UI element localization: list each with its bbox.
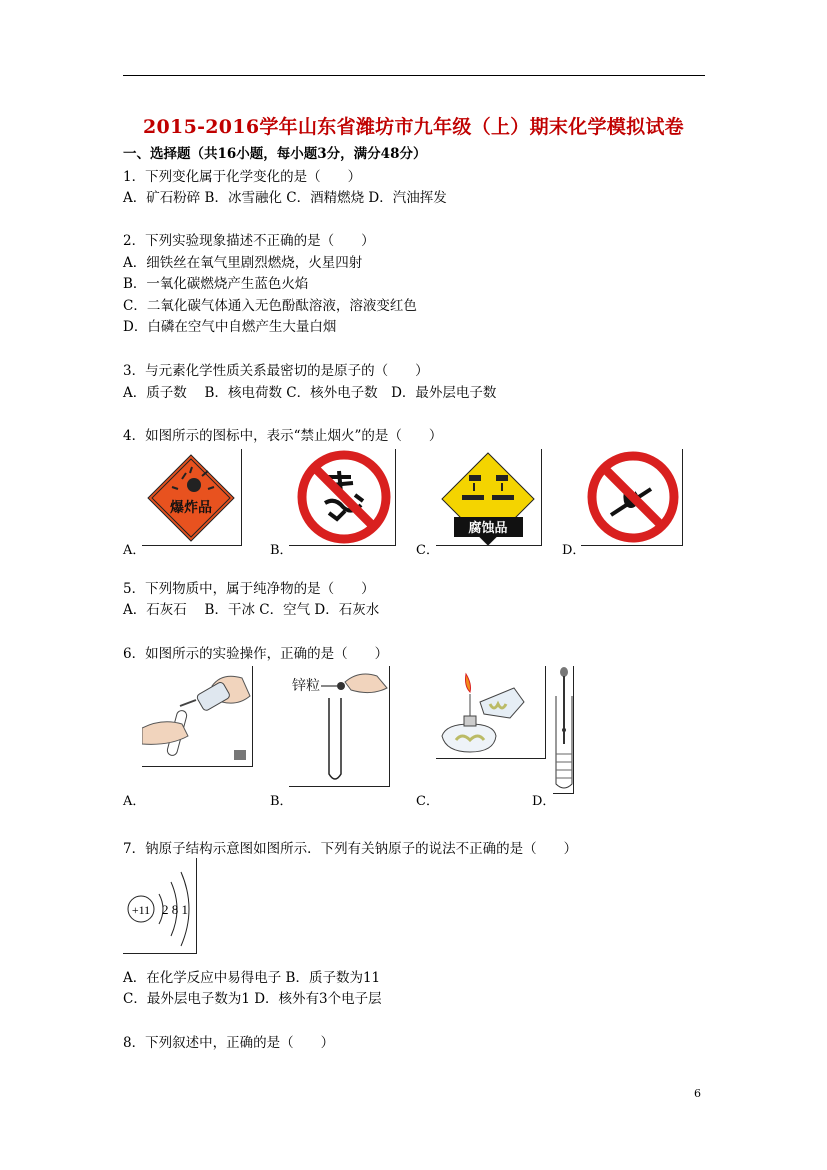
- sodium-atom-diagram: [123, 858, 197, 954]
- pouring-liquid-figure: [142, 666, 253, 767]
- q2-option-b: B．一氧化碳燃烧产生蓝色火焰: [123, 276, 309, 292]
- zinc-granule-figure: [289, 666, 390, 787]
- q5-options: A．石灰石 B．干冰 C．空气 D．石灰水: [123, 602, 380, 618]
- page-number: 6: [694, 1087, 701, 1100]
- q4-label-a: A．: [123, 543, 146, 558]
- q7-options-2: C．最外层电子数为1 D．核外有3个电子层: [123, 991, 382, 1007]
- q6-label-a: A．: [123, 794, 146, 809]
- q6-label-c: C．: [416, 794, 439, 809]
- q4-label-d: D．: [562, 543, 586, 558]
- header-rule: [123, 75, 705, 76]
- q4-label-c: C．: [416, 543, 439, 558]
- page-title: 2015-2016学年山东省潍坊市九年级（上）期末化学模拟试卷: [143, 116, 684, 138]
- q2-option-c: C．二氧化碳气体通入无色酚酞溶液，溶液变红色: [123, 298, 417, 314]
- electron-shells: 2 8 1: [162, 902, 188, 917]
- explosive-label: 爆炸品: [170, 500, 212, 516]
- q2-stem: 2．下列实验现象描述不正确的是（ ）: [123, 233, 375, 249]
- q2-option-d: D．白磷在空气中自燃产生大量白烟: [123, 319, 337, 335]
- q3-stem: 3．与元素化学性质关系最密切的是原子的（ ）: [123, 363, 429, 379]
- q4-label-b: B．: [270, 543, 293, 558]
- q6-stem: 6．如图所示的实验操作，正确的是（ ）: [123, 646, 389, 662]
- zinc-granule-label: 锌粒: [292, 678, 320, 694]
- q8-stem: 8．下列叙述中，正确的是（ ）: [123, 1035, 335, 1051]
- q6-label-d: D．: [532, 794, 556, 809]
- dropper-figure: [553, 666, 574, 794]
- prohibition-sign-b: [289, 449, 396, 546]
- corrosive-label: 腐蚀品: [468, 521, 508, 536]
- corrosive-sign: [436, 449, 542, 546]
- q7-options-1: A．在化学反应中易得电子 B．质子数为11: [123, 970, 381, 986]
- q4-stem: 4．如图所示的图标中，表示“禁止烟火”的是（ ）: [123, 428, 443, 444]
- explosive-sign: [142, 449, 242, 546]
- q7-stem: 7．钠原子结构示意图如图所示．下列有关钠原子的说法不正确的是（ ）: [123, 841, 578, 857]
- section-heading: 一、选择题（共16小题，每小题3分，满分48分）: [123, 146, 427, 162]
- q2-option-a: A．细铁丝在氧气里剧烈燃烧，火星四射: [123, 255, 363, 271]
- q5-stem: 5．下列物质中，属于纯净物的是（ ）: [123, 581, 375, 597]
- q1-stem: 1．下列变化属于化学变化的是（ ）: [123, 169, 362, 185]
- nucleus-charge: +11: [131, 903, 151, 917]
- q1-options: A．矿石粉碎 B．冰雪融化 C．酒精燃烧 D．汽油挥发: [123, 190, 447, 206]
- q6-label-b: B．: [270, 794, 293, 809]
- alcohol-lamp-figure: [436, 666, 546, 759]
- q3-options: A．质子数 B．核电荷数 C．核外电子数 D．最外层电子数: [123, 385, 497, 401]
- no-fire-sign: [581, 449, 683, 546]
